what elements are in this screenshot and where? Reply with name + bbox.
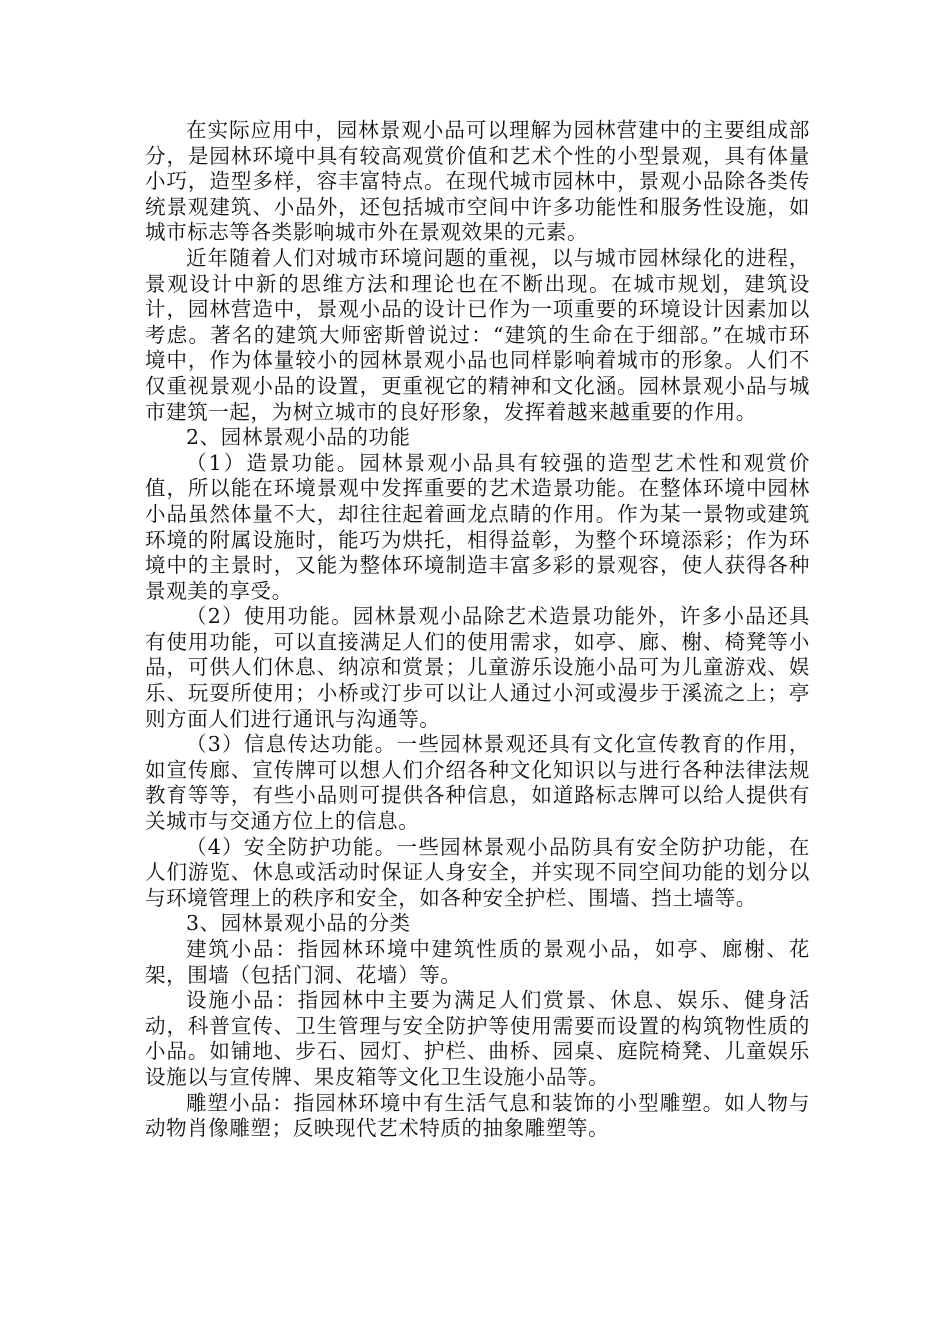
paragraph-recent-years: 近年随着人们对城市环境问题的重视，以与城市园林绿化的进程，景观设计中新的思维方法和理论也在不断出现。在城市规划，建筑设计，园林营造中，景观小品的设计已作为一项重要的环境设计因素加以考虑。著名的建筑大师密斯曾说过：“建筑的生命在于细部。”在城市环境中，作为体量较小的园林景观小品也同样影响着城市的形象。人们不仅重视景观小品的设置，更重视它的精神和文化涵。园林景观小品与城市建筑一起，为树立城市的良好形象，发挥着越来越重要的作用。 <box>145 245 810 424</box>
paragraph-landscape-function: （1）造景功能。园林景观小品具有较强的造型艺术性和观赏价值，所以能在环境景观中发挥重要的艺术造景功能。在整体环境中园林小品虽然体量不大，却往往起着画龙点睛的作用。作为某一景物或建筑环境的附属设施时，能巧为烘托，相得益彰，为整个环境添彩；作为环境中的主景时，又能为整体环境制造丰富多彩的景观容，使人获得各种景观美的享受。 <box>145 450 810 603</box>
paragraph-information-function: （3）信息传达功能。一些园林景观还具有文化宣传教育的作用，如宣传廊、宣传牌可以想人们介绍各种文化知识以与进行各种法律法规教育等等，有些小品则可提供各种信息，如道路标志牌可以给人提供有关城市与交通方位上的信息。 <box>145 732 810 834</box>
paragraph-sculpture-items: 雕塑小品：指园林环境中有生活气息和装饰的小型雕塑。如人物与动物肖像雕塑；反映现代艺术特质的抽象雕塑等。 <box>145 1090 810 1141</box>
paragraph-building-items: 建筑小品：指园林环境中建筑性质的景观小品，如亭、廊榭、花架，围墙（包括门洞、花墙）等。 <box>145 937 810 987</box>
paragraph-facility-items: 设施小品：指园林中主要为满足人们赏景、休息、娱乐、健身活动，科普宣传、卫生管理与安全防护等使用需要而设置的构筑物性质的小品。如铺地、步石、园灯、护栏、曲桥、园桌、庭院椅凳、儿童娱乐设施以与宣传牌、果皮箱等文化卫生设施小品等。 <box>145 988 810 1089</box>
paragraph-use-function: （2）使用功能。园林景观小品除艺术造景功能外，许多小品还具有使用功能，可以直接满足人们的使用需求，如亭、廊、榭、椅凳等小品，可供人们休息、纳凉和赏景；儿童游乐设施小品可为儿童游戏、娱乐、玩耍所使用；小桥或汀步可以让人通过小河或漫步于溪流之上；亭则方面人们进行通讯与沟通等。 <box>145 604 810 731</box>
section-heading-classification: 3、园林景观小品的分类 <box>186 911 411 936</box>
paragraph-safety-function: （4）安全防护功能。一些园林景观小品防具有安全防护功能，在人们游览、休息或活动时保证人身安全，并实现不同空间功能的划分以与环境管理上的秩序和安全，如各种安全护栏、围墙、挡土墙等。 <box>145 834 810 910</box>
paragraph-intro: 在实际应用中，园林景观小品可以理解为园林营建中的主要组成部分，是园林环境中具有较高观赏价值和艺术个性的小型景观，具有体量小巧，造型多样，容丰富特点。在现代城市园林中，景观小品除各类传统景观建筑、小品外，还包括城市空间中许多功能性和服务性设施，如城市标志等各类影响城市外在景观效果的元素。 <box>145 118 810 245</box>
document-body <box>145 118 810 1142</box>
section-heading-functions: 2、园林景观小品的功能 <box>186 425 411 450</box>
